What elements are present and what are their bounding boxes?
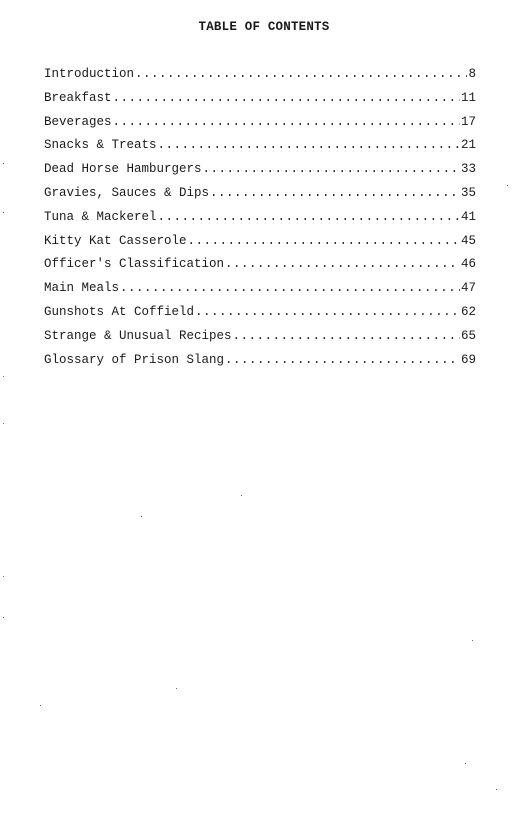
toc-entry-page: 33 xyxy=(460,162,476,177)
dot-leader xyxy=(225,257,460,271)
scan-speck xyxy=(3,376,4,377)
toc-entry-label: Tuna & Mackerel xyxy=(44,209,157,224)
toc-entry-label: Beverages xyxy=(44,114,112,129)
toc-entry-page: 46 xyxy=(460,257,476,272)
dot-leader xyxy=(233,329,460,343)
toc-entry-page: 21 xyxy=(460,138,476,153)
dot-leader xyxy=(113,91,460,105)
scan-speck xyxy=(496,789,497,790)
toc-entry-label: Breakfast xyxy=(44,90,112,105)
dot-leader xyxy=(203,162,460,176)
toc-entry-page: 69 xyxy=(460,352,476,367)
dot-leader xyxy=(195,305,460,319)
dot-leader xyxy=(113,115,460,129)
toc-entry-dead-horse-hamburgers xyxy=(44,162,476,186)
toc-entry-label: Introduction xyxy=(44,67,135,81)
toc-entry-strange-unusual-recipes xyxy=(44,329,476,353)
toc-entry-page: 11 xyxy=(460,90,476,105)
dot-leader xyxy=(120,281,460,295)
toc-entry-page: 47 xyxy=(460,281,476,296)
scan-speck xyxy=(176,688,177,689)
toc-entry-page: 35 xyxy=(460,185,476,200)
scan-speck xyxy=(141,516,142,517)
toc-entry-page: 45 xyxy=(460,233,476,248)
toc-entry-label: Kitty Kat Casserole xyxy=(44,233,187,248)
scan-speck xyxy=(40,705,41,706)
scan-speck xyxy=(465,763,466,764)
toc-entry-main-meals xyxy=(44,281,476,305)
toc-entry-page: 65 xyxy=(460,328,476,343)
toc-entry-breakfast xyxy=(44,91,476,115)
toc-entry-page: 8 xyxy=(468,67,476,81)
scan-speck xyxy=(472,640,473,641)
toc-entry-kitty-kat-casserole xyxy=(44,234,476,258)
dot-leader xyxy=(188,234,460,248)
toc-entry-page: 17 xyxy=(460,114,476,129)
dot-leader xyxy=(210,186,460,200)
toc-entry-label: Gunshots At Coffield xyxy=(44,304,195,319)
scan-speck xyxy=(241,495,242,496)
scan-speck xyxy=(3,576,4,577)
toc-entry-label: Dead Horse Hamburgers xyxy=(44,162,202,177)
toc-entry-page: 41 xyxy=(460,209,476,224)
toc-entry-beverages xyxy=(44,115,476,139)
toc-entry-officers-classification xyxy=(44,257,476,281)
toc-entry-gunshots-at-coffield xyxy=(44,305,476,329)
toc-entry-page: 62 xyxy=(460,304,476,319)
scan-speck xyxy=(3,163,4,164)
scan-speck xyxy=(3,617,4,618)
dot-leader xyxy=(158,138,460,152)
toc-entry-label: Strange & Unusual Recipes xyxy=(44,328,232,343)
dot-leader xyxy=(158,210,460,224)
toc-entry-label: Main Meals xyxy=(44,281,120,296)
toc-entry-label: Officer's Classification xyxy=(44,257,225,272)
page-title: TABLE OF CONTENTS xyxy=(198,20,330,34)
toc-entry-gravies-sauces-dips xyxy=(44,186,476,210)
toc-entry-glossary-prison-slang xyxy=(44,353,476,377)
dot-leader xyxy=(225,353,460,367)
toc-entry-introduction xyxy=(44,67,476,91)
scan-speck xyxy=(507,185,508,186)
scan-speck xyxy=(3,212,4,213)
toc-entry-snacks-treats xyxy=(44,138,476,162)
toc-entry-tuna-mackerel xyxy=(44,210,476,234)
toc-entry-label: Glossary of Prison Slang xyxy=(44,352,225,367)
toc-entry-label: Snacks & Treats xyxy=(44,138,157,153)
dot-leader xyxy=(135,67,467,81)
toc-entry-label: Gravies, Sauces & Dips xyxy=(44,185,210,200)
table-of-contents xyxy=(44,67,476,376)
scan-speck xyxy=(3,423,4,424)
